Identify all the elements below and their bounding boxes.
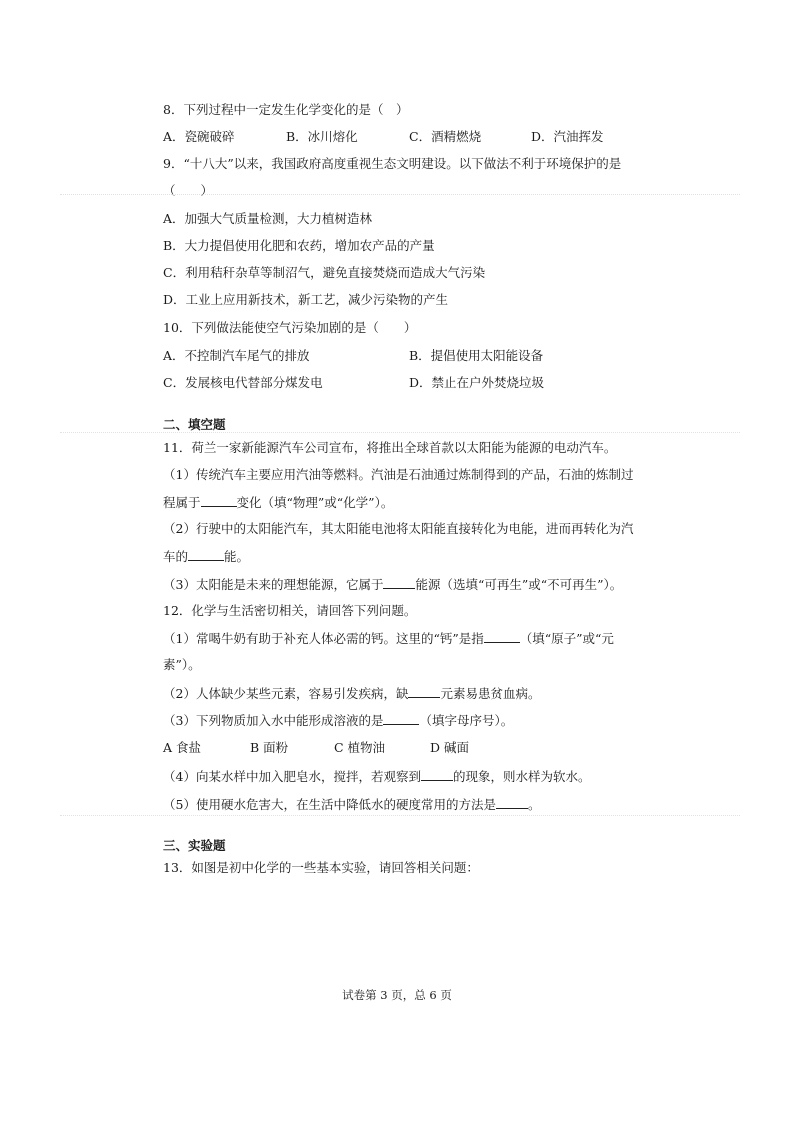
answer-blank[interactable] xyxy=(496,796,528,809)
separator xyxy=(60,815,740,816)
answer-blank[interactable] xyxy=(408,685,440,698)
q8-option-d: D．汽油挥发 xyxy=(531,129,604,144)
q12-option-d: D 碱面 xyxy=(430,740,469,755)
q12-option-a: A 食盐 xyxy=(163,740,202,755)
q11-part1-line1: （1）传统汽车主要应用汽油等燃料。汽油是石油通过炼制得到的产品，石油的炼制过 xyxy=(163,467,634,482)
section-heading-fill-blank: 二、填空题 xyxy=(163,417,226,432)
q12-option-b: B 面粉 xyxy=(250,740,289,755)
q11-part3: （3）太阳能是未来的理想能源，它属于 能源（选填“可再生”或“不可再生”）。 xyxy=(163,577,623,592)
q12-part3: （3）下列物质加入水中能形成溶液的是 （填字母序号）。 xyxy=(163,713,514,728)
q9-option-a: A．加强大气质量检测，大力植树造林 xyxy=(163,211,373,226)
q9-paren: （ ） xyxy=(163,183,214,198)
q10-option-b: B．提倡使用太阳能设备 xyxy=(409,348,544,363)
answer-blank[interactable] xyxy=(201,494,237,507)
answer-blank[interactable] xyxy=(484,630,520,643)
q8-option-c: C．酒精燃烧 xyxy=(409,129,482,144)
q8-option-a: A．瓷碗破碎 xyxy=(163,129,235,144)
q12-part4: （4）向某水样中加入肥皂水，搅拌，若观察到 的现象，则水样为软水。 xyxy=(163,769,591,784)
q11-stem: 11．荷兰一家新能源汽车公司宣布，将推出全球首款以太阳能为能源的电动汽车。 xyxy=(163,440,617,455)
q11-part2-line2: 车的 能。 xyxy=(163,549,250,564)
q13-stem: 13．如图是初中化学的一些基本实验，请回答相关问题： xyxy=(163,860,479,875)
q12-option-c: C 植物油 xyxy=(334,740,386,755)
q11-part2-line1: （2）行驶中的太阳能汽车，其太阳能电池将太阳能直接转化为电能，进而再转化为汽 xyxy=(163,521,634,536)
q12-stem: 12．化学与生活密切相关，请回答下列问题。 xyxy=(163,603,417,618)
q9-stem: 9．“十八大”以来，我国政府高度重视生态文明建设。以下做法不利于环境保护的是 xyxy=(163,156,622,171)
answer-blank[interactable] xyxy=(383,576,415,589)
q8-option-b: B．冰川熔化 xyxy=(286,129,358,144)
q12-part2: （2）人体缺少某些元素，容易引发疾病，缺 元素易患贫血病。 xyxy=(163,686,541,701)
answer-blank[interactable] xyxy=(383,712,419,725)
section-heading-experiment: 三、实验题 xyxy=(163,838,226,853)
q11-part1-line2: 程属于 变化（填“物理”或“化学”）。 xyxy=(163,495,394,510)
q12-part1-line1: （1）常喝牛奶有助于补充人体必需的钙。这里的“钙”是指 （填“原子”或“元 xyxy=(163,631,614,646)
q10-option-c: C．发展核电代替部分煤发电 xyxy=(163,375,323,390)
separator xyxy=(60,194,740,195)
page-footer: 试卷第 3 页，总 6 页 xyxy=(342,988,452,1002)
answer-blank[interactable] xyxy=(188,548,224,561)
q12-part5: （5）使用硬水危害大，在生活中降低水的硬度常用的方法是 。 xyxy=(163,797,541,812)
q9-option-b: B．大力提倡使用化肥和农药，增加农产品的产量 xyxy=(163,238,435,253)
q9-option-d: D．工业上应用新技术，新工艺，减少污染物的产生 xyxy=(163,292,449,307)
q12-part1-line2: 素”）。 xyxy=(163,657,201,672)
q9-option-c: C．利用秸秆杂草等制沼气，避免直接焚烧而造成大气污染 xyxy=(163,265,486,280)
q8-stem: 8．下列过程中一定发生化学变化的是（ ） xyxy=(163,102,409,117)
answer-blank[interactable] xyxy=(421,768,453,781)
q10-option-a: A．不控制汽车尾气的排放 xyxy=(163,348,310,363)
q10-option-d: D．禁止在户外焚烧垃圾 xyxy=(409,375,545,390)
q10-stem: 10．下列做法能使空气污染加剧的是（ ） xyxy=(163,320,417,335)
separator xyxy=(60,432,740,433)
